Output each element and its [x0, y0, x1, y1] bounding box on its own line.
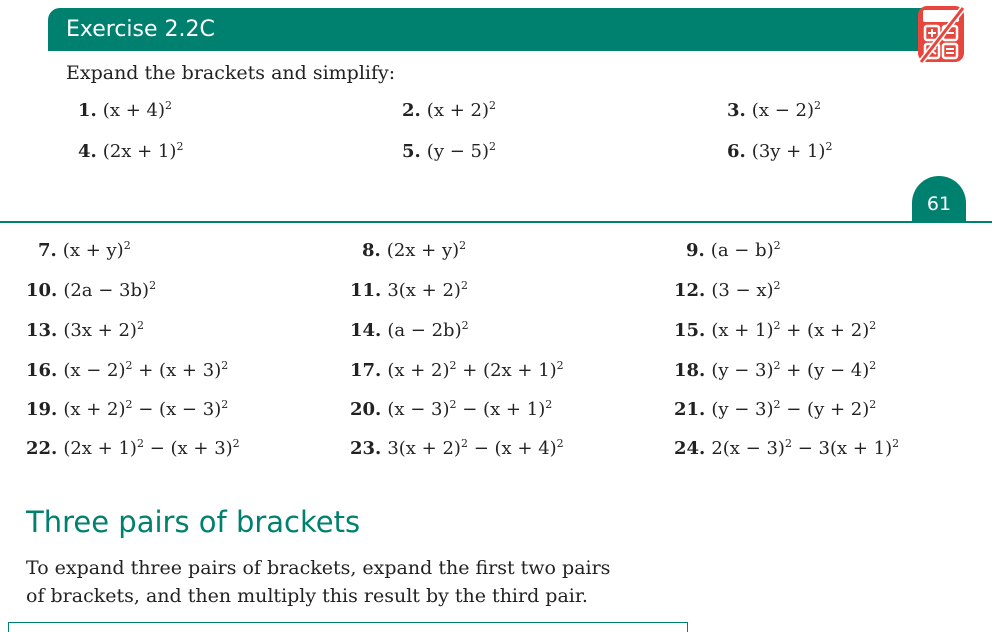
- exponent: 2: [232, 437, 240, 450]
- question-number: 1.: [78, 100, 97, 121]
- expression-part: − (x + 1): [456, 399, 546, 420]
- expression-part: + (y − 4): [780, 360, 870, 381]
- section-paragraph-line: To expand three pairs of brackets, expand the first two pairs: [26, 557, 611, 579]
- expression-part: − (y + 2): [780, 399, 870, 420]
- exercise-question: [26, 320, 144, 341]
- page-number-tab: [912, 176, 966, 222]
- expression-part: (2x + 1): [63, 438, 137, 459]
- exercise-question: [686, 240, 781, 261]
- expression-part: (x + y): [62, 240, 124, 261]
- expression-part: + (2x + 1): [456, 360, 557, 381]
- question-number: 9.: [686, 240, 705, 261]
- expression-part: (a − b): [710, 240, 774, 261]
- expression-part: + (x + 2): [780, 320, 870, 341]
- expression-part: (x − 2): [751, 100, 814, 121]
- expression-part: (2a − 3b): [63, 280, 150, 301]
- question-number: 13.: [26, 320, 58, 341]
- exercise-question: [674, 320, 876, 341]
- expression-part: (x + 2): [63, 399, 126, 420]
- exponent: 2: [164, 99, 172, 112]
- exponent: 2: [556, 359, 564, 372]
- exercise-question: [78, 141, 183, 162]
- question-number: 12.: [674, 280, 706, 301]
- exponent: 2: [221, 398, 229, 411]
- exponent: 2: [125, 359, 133, 372]
- expression-part: (x + 2): [426, 100, 489, 121]
- question-number: 14.: [350, 320, 382, 341]
- exponent: 2: [125, 398, 133, 411]
- exercise-question: [402, 100, 496, 121]
- exercise-question: [402, 141, 496, 162]
- expression-part: (2x + 1): [102, 141, 177, 162]
- no-calculator-icon: [915, 4, 967, 64]
- expression-part: (y − 3): [711, 360, 774, 381]
- question-number: 17.: [350, 360, 382, 381]
- exercise-question: [674, 280, 781, 301]
- exponent: 2: [459, 239, 467, 252]
- exercise-question: [350, 399, 552, 420]
- exercise-title: Exercise 2.2C: [66, 17, 215, 42]
- question-number: 11.: [350, 280, 382, 301]
- expression-part: 3(x + 2): [387, 280, 461, 301]
- exponent: 2: [221, 359, 229, 372]
- exercise-question: [674, 360, 876, 381]
- exponent: 2: [773, 398, 781, 411]
- exponent: 2: [449, 359, 457, 372]
- expression-part: 3(x + 2): [387, 438, 461, 459]
- question-number: 10.: [26, 280, 58, 301]
- exercise-question: [362, 240, 466, 261]
- question-number: 6.: [727, 141, 746, 162]
- question-number: 23.: [350, 438, 382, 459]
- page-divider: [0, 221, 992, 223]
- exponent: 2: [869, 359, 877, 372]
- expression-part: (x + 2): [387, 360, 450, 381]
- exponent: 2: [773, 279, 781, 292]
- expression-part: (a − 2b): [387, 320, 462, 341]
- expression-part: − (x + 4): [467, 438, 557, 459]
- question-number: 7.: [38, 240, 57, 261]
- exponent: 2: [149, 279, 157, 292]
- question-number: 22.: [26, 438, 58, 459]
- exponent: 2: [869, 398, 877, 411]
- page-number: 61: [926, 193, 952, 215]
- exponent: 2: [176, 140, 184, 153]
- question-number: 21.: [674, 399, 706, 420]
- expression-part: (2x + y): [386, 240, 460, 261]
- exponent: 2: [869, 319, 877, 332]
- exponent: 2: [136, 437, 144, 450]
- expression-part: (3 − x): [711, 280, 774, 301]
- exponent: 2: [136, 319, 144, 332]
- exercise-question: [350, 438, 564, 459]
- exponent: 2: [123, 239, 131, 252]
- exercise-question: [727, 141, 832, 162]
- exponent: 2: [460, 279, 468, 292]
- exponent: 2: [773, 239, 781, 252]
- expression-part: − 3(x + 1): [791, 438, 893, 459]
- question-number: 2.: [402, 100, 421, 121]
- exercise-question: [26, 399, 228, 420]
- question-number: 5.: [402, 141, 421, 162]
- exercise-question: [674, 399, 876, 420]
- exercise-instruction: Expand the brackets and simplify:: [66, 62, 396, 84]
- question-number: 8.: [362, 240, 381, 261]
- question-number: 15.: [674, 320, 706, 341]
- exponent: 2: [892, 437, 900, 450]
- exponent: 2: [784, 437, 792, 450]
- question-number: 24.: [674, 438, 706, 459]
- exercise-question: [26, 280, 156, 301]
- exponent: 2: [449, 398, 457, 411]
- exponent: 2: [825, 140, 833, 153]
- expression-part: − (x + 3): [143, 438, 233, 459]
- question-number: 20.: [350, 399, 382, 420]
- question-number: 19.: [26, 399, 58, 420]
- expression-part: + (x + 3): [132, 360, 222, 381]
- exponent: 2: [461, 319, 469, 332]
- exercise-banner: [48, 8, 960, 51]
- expression-part: (x + 4): [102, 100, 165, 121]
- exercise-question: [78, 100, 172, 121]
- expression-part: (x − 2): [63, 360, 126, 381]
- question-number: 18.: [674, 360, 706, 381]
- expression-part: (3y + 1): [751, 141, 826, 162]
- exponent: 2: [813, 99, 821, 112]
- section-heading: Three pairs of brackets: [26, 505, 361, 539]
- exponent: 2: [460, 437, 468, 450]
- exercise-question: [350, 360, 564, 381]
- expression-part: 2(x − 3): [711, 438, 785, 459]
- expression-part: (y − 5): [426, 141, 489, 162]
- exponent: 2: [773, 319, 781, 332]
- section-paragraph-line: of brackets, and then multiply this result by the third pair.: [26, 585, 588, 607]
- exponent: 2: [489, 140, 496, 153]
- exponent: 2: [556, 437, 564, 450]
- question-number: 16.: [26, 360, 58, 381]
- exercise-question: [26, 360, 228, 381]
- exponent: 2: [488, 99, 496, 112]
- question-number: 4.: [78, 141, 97, 162]
- exponent: 2: [773, 359, 781, 372]
- expression-part: (x + 1): [711, 320, 774, 341]
- exponent: 2: [545, 398, 553, 411]
- question-number: 3.: [727, 100, 746, 121]
- exercise-question: [26, 438, 240, 459]
- expression-part: (x − 3): [387, 399, 450, 420]
- exercise-question: [727, 100, 821, 121]
- exercise-question: [350, 320, 469, 341]
- expression-part: (y − 3): [711, 399, 774, 420]
- exercise-question: [350, 280, 468, 301]
- expression-part: − (x − 3): [132, 399, 222, 420]
- exercise-question: [38, 240, 131, 261]
- expression-part: (3x + 2): [63, 320, 137, 341]
- exercise-question: [674, 438, 899, 459]
- example-box-top: [8, 622, 688, 632]
